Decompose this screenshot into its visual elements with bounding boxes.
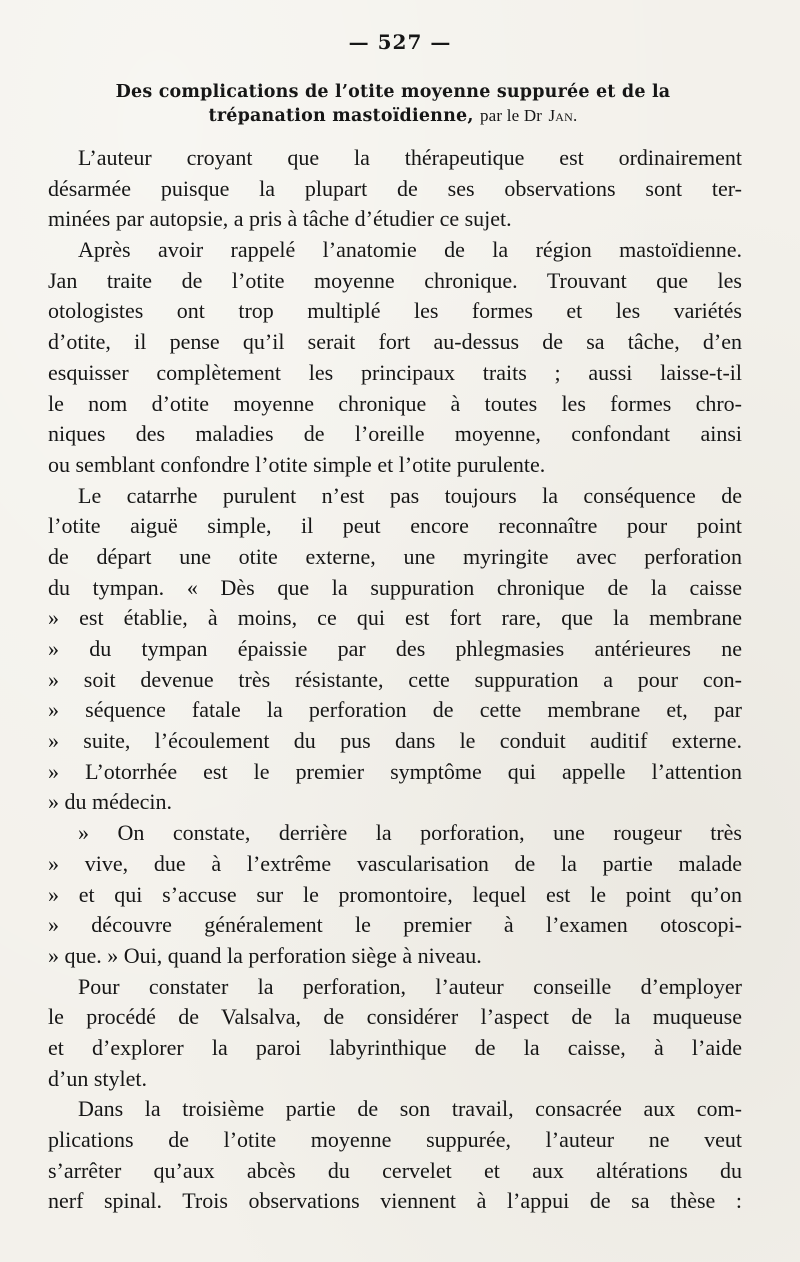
author-name: Jan.: [548, 106, 578, 125]
text-line: » du tympan épaissie par des phlegmasies antérieures ne: [48, 636, 742, 661]
text-line: l’otite aiguë simple, il peut encore reconnaître pour point: [48, 513, 742, 539]
title-line-2-text: trépanation mastoïdienne,: [208, 106, 474, 126]
text-line: de départ une otite externe, une myringite avec perforation: [48, 543, 742, 569]
text-line: plications de l’otite moyenne suppurée, l’auteur ne veut: [48, 1127, 742, 1152]
text-line: le procédé de Valsalva, de considérer l’aspect de la muqueuse: [48, 1004, 742, 1030]
paragraph-2: [48, 235, 742, 481]
text-line: » séquence fatale la perforation de cette membrane et, par: [48, 697, 742, 723]
paragraph-4: [48, 818, 742, 971]
paragraph-3: [48, 481, 742, 819]
title-line-2: [48, 104, 738, 128]
page-number: — 527 —: [348, 30, 452, 54]
text-line: le nom d’otite moyenne chronique à toutes les formes chro-: [48, 390, 742, 416]
text-line: » du médecin.: [48, 789, 173, 815]
text-line: Le catarrhe purulent n’est pas toujours la conséquence de: [78, 482, 742, 508]
text-line: Après avoir rappelé l’anatomie de la région mastoïdienne.: [78, 237, 742, 263]
text-line: d’otite, il pense qu’il serait fort au-dessus de sa tâche, d’en: [48, 329, 742, 355]
paragraph-5: [48, 972, 742, 1095]
article-body: [48, 143, 742, 1217]
text-line: d’un stylet.: [48, 1065, 147, 1091]
text-line: nerf spinal. Trois observations viennent à l’appui de sa thèse :: [48, 1188, 742, 1214]
text-line: du tympan. « Dès que la suppuration chronique de la caisse: [48, 574, 742, 600]
text-line: niques des maladies de l’oreille moyenne, confondant ainsi: [48, 421, 742, 447]
paragraph-6: [48, 1094, 742, 1217]
text-line: » soit devenue très résistante, cette suppuration a pour con-: [48, 666, 742, 692]
text-line: esquisser complètement les principaux traits ; aussi laisse-t-il: [48, 359, 742, 385]
text-line: » est établie, à moins, ce qui est fort rare, que la membrane: [48, 605, 742, 631]
text-line: Dans la troisième partie de son travail, consacrée aux com-: [78, 1096, 742, 1122]
text-line: minées par autopsie, a pris à tâche d’étudier ce sujet.: [48, 206, 512, 232]
text-line: » vive, due à l’extrême vascularisation de la partie malade: [48, 850, 742, 876]
text-line: ou semblant confondre l’otite simple et l’otite purulente.: [48, 451, 546, 477]
text-line: otologistes ont trop multiplé les formes et les variétés: [48, 298, 742, 324]
text-line: Jan traite de l’otite moyenne chronique. Trouvant que les: [48, 267, 742, 293]
text-line: et d’explorer la paroi labyrinthique de la caisse, à l’aide: [48, 1034, 742, 1060]
text-line: » que. » Oui, quand la perforation siège à niveau.: [48, 942, 482, 968]
text-line: désarmée puisque la plupart de ses observations sont ter-: [48, 175, 742, 201]
text-line: s’arrêter qu’aux abcès du cervelet et aux altérations du: [48, 1157, 742, 1183]
author-prefix: par le Dr: [479, 106, 543, 125]
text-line: Pour constater la perforation, l’auteur conseille d’employer: [78, 973, 742, 999]
text-line: » On constate, derrière la porforation, une rougeur très: [78, 820, 742, 846]
article-title: [48, 80, 738, 128]
title-line-1: Des complications de l’otite moyenne suppurée et de la: [115, 82, 671, 102]
text-line: » et qui s’accuse sur le promontoire, lequel est le point qu’on: [48, 881, 742, 907]
text-line: » L’otorrhée est le premier symptôme qui appelle l’attention: [48, 758, 742, 784]
text-line: L’auteur croyant que la thérapeutique est ordinairement: [78, 145, 742, 170]
paragraph-1: [48, 143, 742, 235]
text-line: » découvre généralement le premier à l’examen otoscopi-: [48, 912, 742, 938]
text-line: » suite, l’écoulement du pus dans le conduit auditif externe.: [48, 728, 742, 754]
